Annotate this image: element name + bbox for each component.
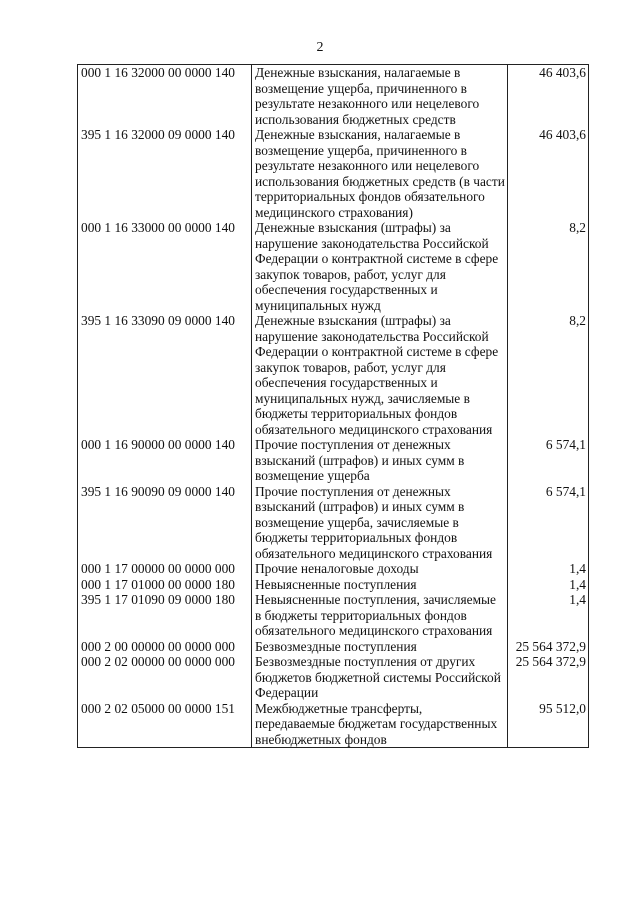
budget-code-cell: 000 2 02 05000 00 0000 151 [78, 701, 252, 748]
budget-code-cell: 000 1 16 90000 00 0000 140 [78, 437, 252, 484]
budget-code-cell: 000 2 02 00000 00 0000 000 [78, 654, 252, 701]
table-row [78, 127, 589, 220]
table-row [78, 437, 589, 484]
table-row [78, 484, 589, 562]
amount-cell: 46 403,6 [508, 65, 589, 128]
amount-cell: 25 564 372,9 [508, 639, 589, 655]
description-cell: Безвозмездные поступления от других бюджетов бюджетной системы Российской Федерации [252, 654, 508, 701]
amount-cell: 8,2 [508, 313, 589, 437]
table-row [78, 65, 589, 128]
table-row [78, 592, 589, 639]
budget-code-cell: 395 1 16 32000 09 0000 140 [78, 127, 252, 220]
amount-cell: 8,2 [508, 220, 589, 313]
amount-cell: 1,4 [508, 592, 589, 639]
description-cell: Невыясненные поступления [252, 577, 508, 593]
table-row [78, 561, 589, 577]
table-row [78, 654, 589, 701]
page-number: 2 [316, 40, 324, 55]
amount-cell: 6 574,1 [508, 437, 589, 484]
table-row [78, 577, 589, 593]
table-row [78, 220, 589, 313]
description-cell: Прочие поступления от денежных взысканий (штрафов) и иных сумм в возмещение ущерба, зачисляемые в бюджеты территориальных фондов обязательного медицинского страхования [252, 484, 508, 562]
budget-code-cell: 000 1 17 01000 00 0000 180 [78, 577, 252, 593]
budget-revenue-table [77, 64, 589, 748]
table-row [78, 639, 589, 655]
budget-code-cell: 000 1 16 32000 00 0000 140 [78, 65, 252, 128]
description-cell: Безвозмездные поступления [252, 639, 508, 655]
description-cell: Невыясненные поступления, зачисляемые в бюджеты территориальных фондов обязательного медицинского страхования [252, 592, 508, 639]
amount-cell: 6 574,1 [508, 484, 589, 562]
table-row [78, 313, 589, 437]
description-cell: Прочие неналоговые доходы [252, 561, 508, 577]
budget-code-cell: 000 1 16 33000 00 0000 140 [78, 220, 252, 313]
budget-code-cell: 395 1 16 90090 09 0000 140 [78, 484, 252, 562]
description-cell: Денежные взыскания, налагаемые в возмещение ущерба, причиненного в результате незаконного или нецелевого использования бюджетных средств [252, 65, 508, 128]
budget-code-cell: 395 1 17 01090 09 0000 180 [78, 592, 252, 639]
description-cell: Денежные взыскания, налагаемые в возмещение ущерба, причиненного в результате незаконного или нецелевого использования бюджетных средств (в части территориальных фондов обязательного медицинского страхования) [252, 127, 508, 220]
amount-cell: 1,4 [508, 561, 589, 577]
amount-cell: 1,4 [508, 577, 589, 593]
description-cell: Межбюджетные трансферты, передаваемые бюджетам государственных внебюджетных фондов [252, 701, 508, 748]
amount-cell: 25 564 372,9 [508, 654, 589, 701]
budget-code-cell: 000 1 17 00000 00 0000 000 [78, 561, 252, 577]
budget-code-cell: 000 2 00 00000 00 0000 000 [78, 639, 252, 655]
description-cell: Денежные взыскания (штрафы) за нарушение законодательства Российской Федерации о контрактной системе в сфере закупок товаров, работ, услуг для обеспечения государственных и муниципальных нужд, зачисляемые в бюджеты территориальных фондов обязательного медицинского страхования [252, 313, 508, 437]
amount-cell: 95 512,0 [508, 701, 589, 748]
description-cell: Денежные взыскания (штрафы) за нарушение законодательства Российской Федерации о контрактной системе в сфере закупок товаров, работ, услуг для обеспечения государственных и муниципальных нужд [252, 220, 508, 313]
amount-cell: 46 403,6 [508, 127, 589, 220]
table-row [78, 701, 589, 748]
description-cell: Прочие поступления от денежных взысканий (штрафов) и иных сумм в возмещение ущерба [252, 437, 508, 484]
budget-code-cell: 395 1 16 33090 09 0000 140 [78, 313, 252, 437]
